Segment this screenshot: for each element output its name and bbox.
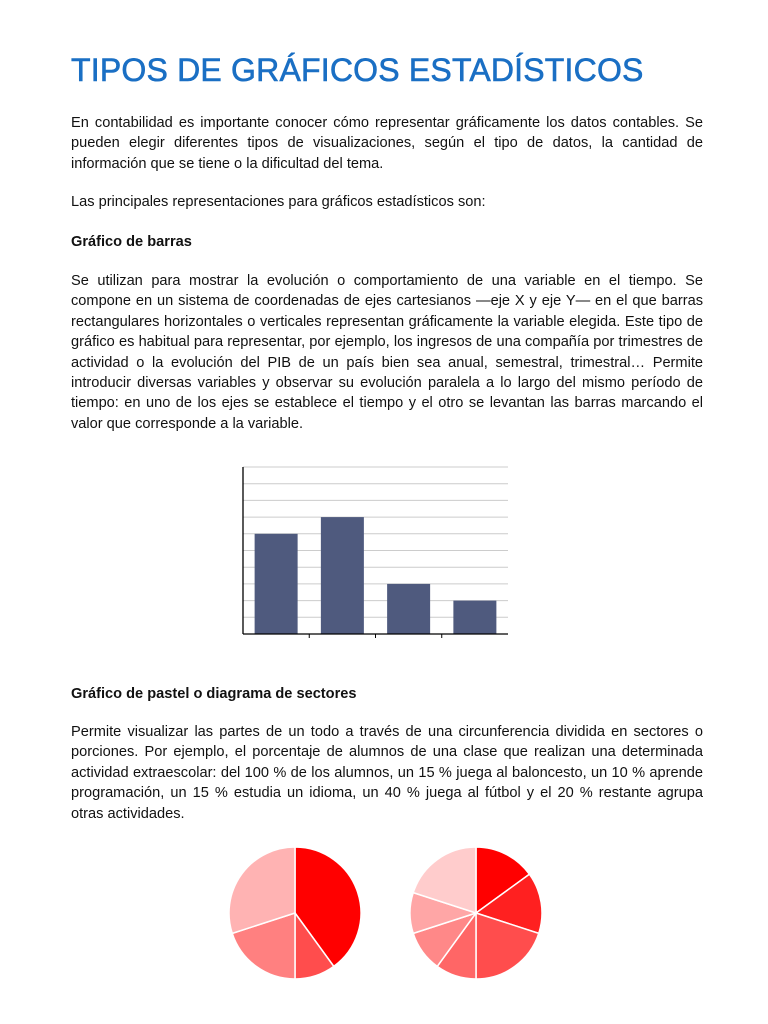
pie-chart-2 [403,840,549,986]
bar [321,517,364,634]
pie-chart-heading: Gráfico de pastel o diagrama de sectores [71,686,357,702]
pie-chart-paragraph: Permite visualizar las partes de un todo a través de una circunferencia dividida en sectores o porciones. Por ejemplo, el porcentaje de alumnos de una clase que realizan una determinada actividad extraescolar: del 100 % de los alumnos, un 15 % juega al baloncesto, un 10 % aprende programación, un 15 % estudia un idioma, un 40 % juega al fútbol y el 20 % restante agrupa otras actividades. [71,724,703,822]
bar [453,601,496,634]
pie-chart-1 [222,840,368,986]
bar [387,584,430,634]
page-title: TIPOS DE GRÁFICOS ESTADÍSTICOS [71,52,644,88]
list-intro-paragraph: Las principales representaciones para gráficos estadísticos son: [71,194,486,210]
bar-chart-heading: Gráfico de barras [71,234,192,250]
bar-chart-paragraph: Se utilizan para mostrar la evolución o comportamiento de una variable en el tiempo. Se compone en un sistema de coordenadas de ejes cartesianos —eje X y eje Y— en el que barras rectangulares horizontales o verticales representan gráficamente la variable elegida. Este tipo de gráfico es habitual para representar, por ejemplo, los ingresos de una compañía por trimestres de actividad o la evolución del PIB de un país bien sea anual, semestral, trimestral… Permite introducir diversas variables y observar su evolución paralela a lo largo del mismo período de tiempo: en uno de los ejes se establece el tiempo y el otro se levantan las barras marcando el valor que corresponde a la variable. [71,273,703,432]
bar [255,534,298,634]
bar-chart [230,460,520,650]
intro-paragraph: En contabilidad es importante conocer cómo representar gráficamente los datos contables. Se pueden elegir diferentes tipos de visualizaciones, según el tipo de datos, la cantidad de información que se tiene o la dificultad del tema. [71,115,703,172]
